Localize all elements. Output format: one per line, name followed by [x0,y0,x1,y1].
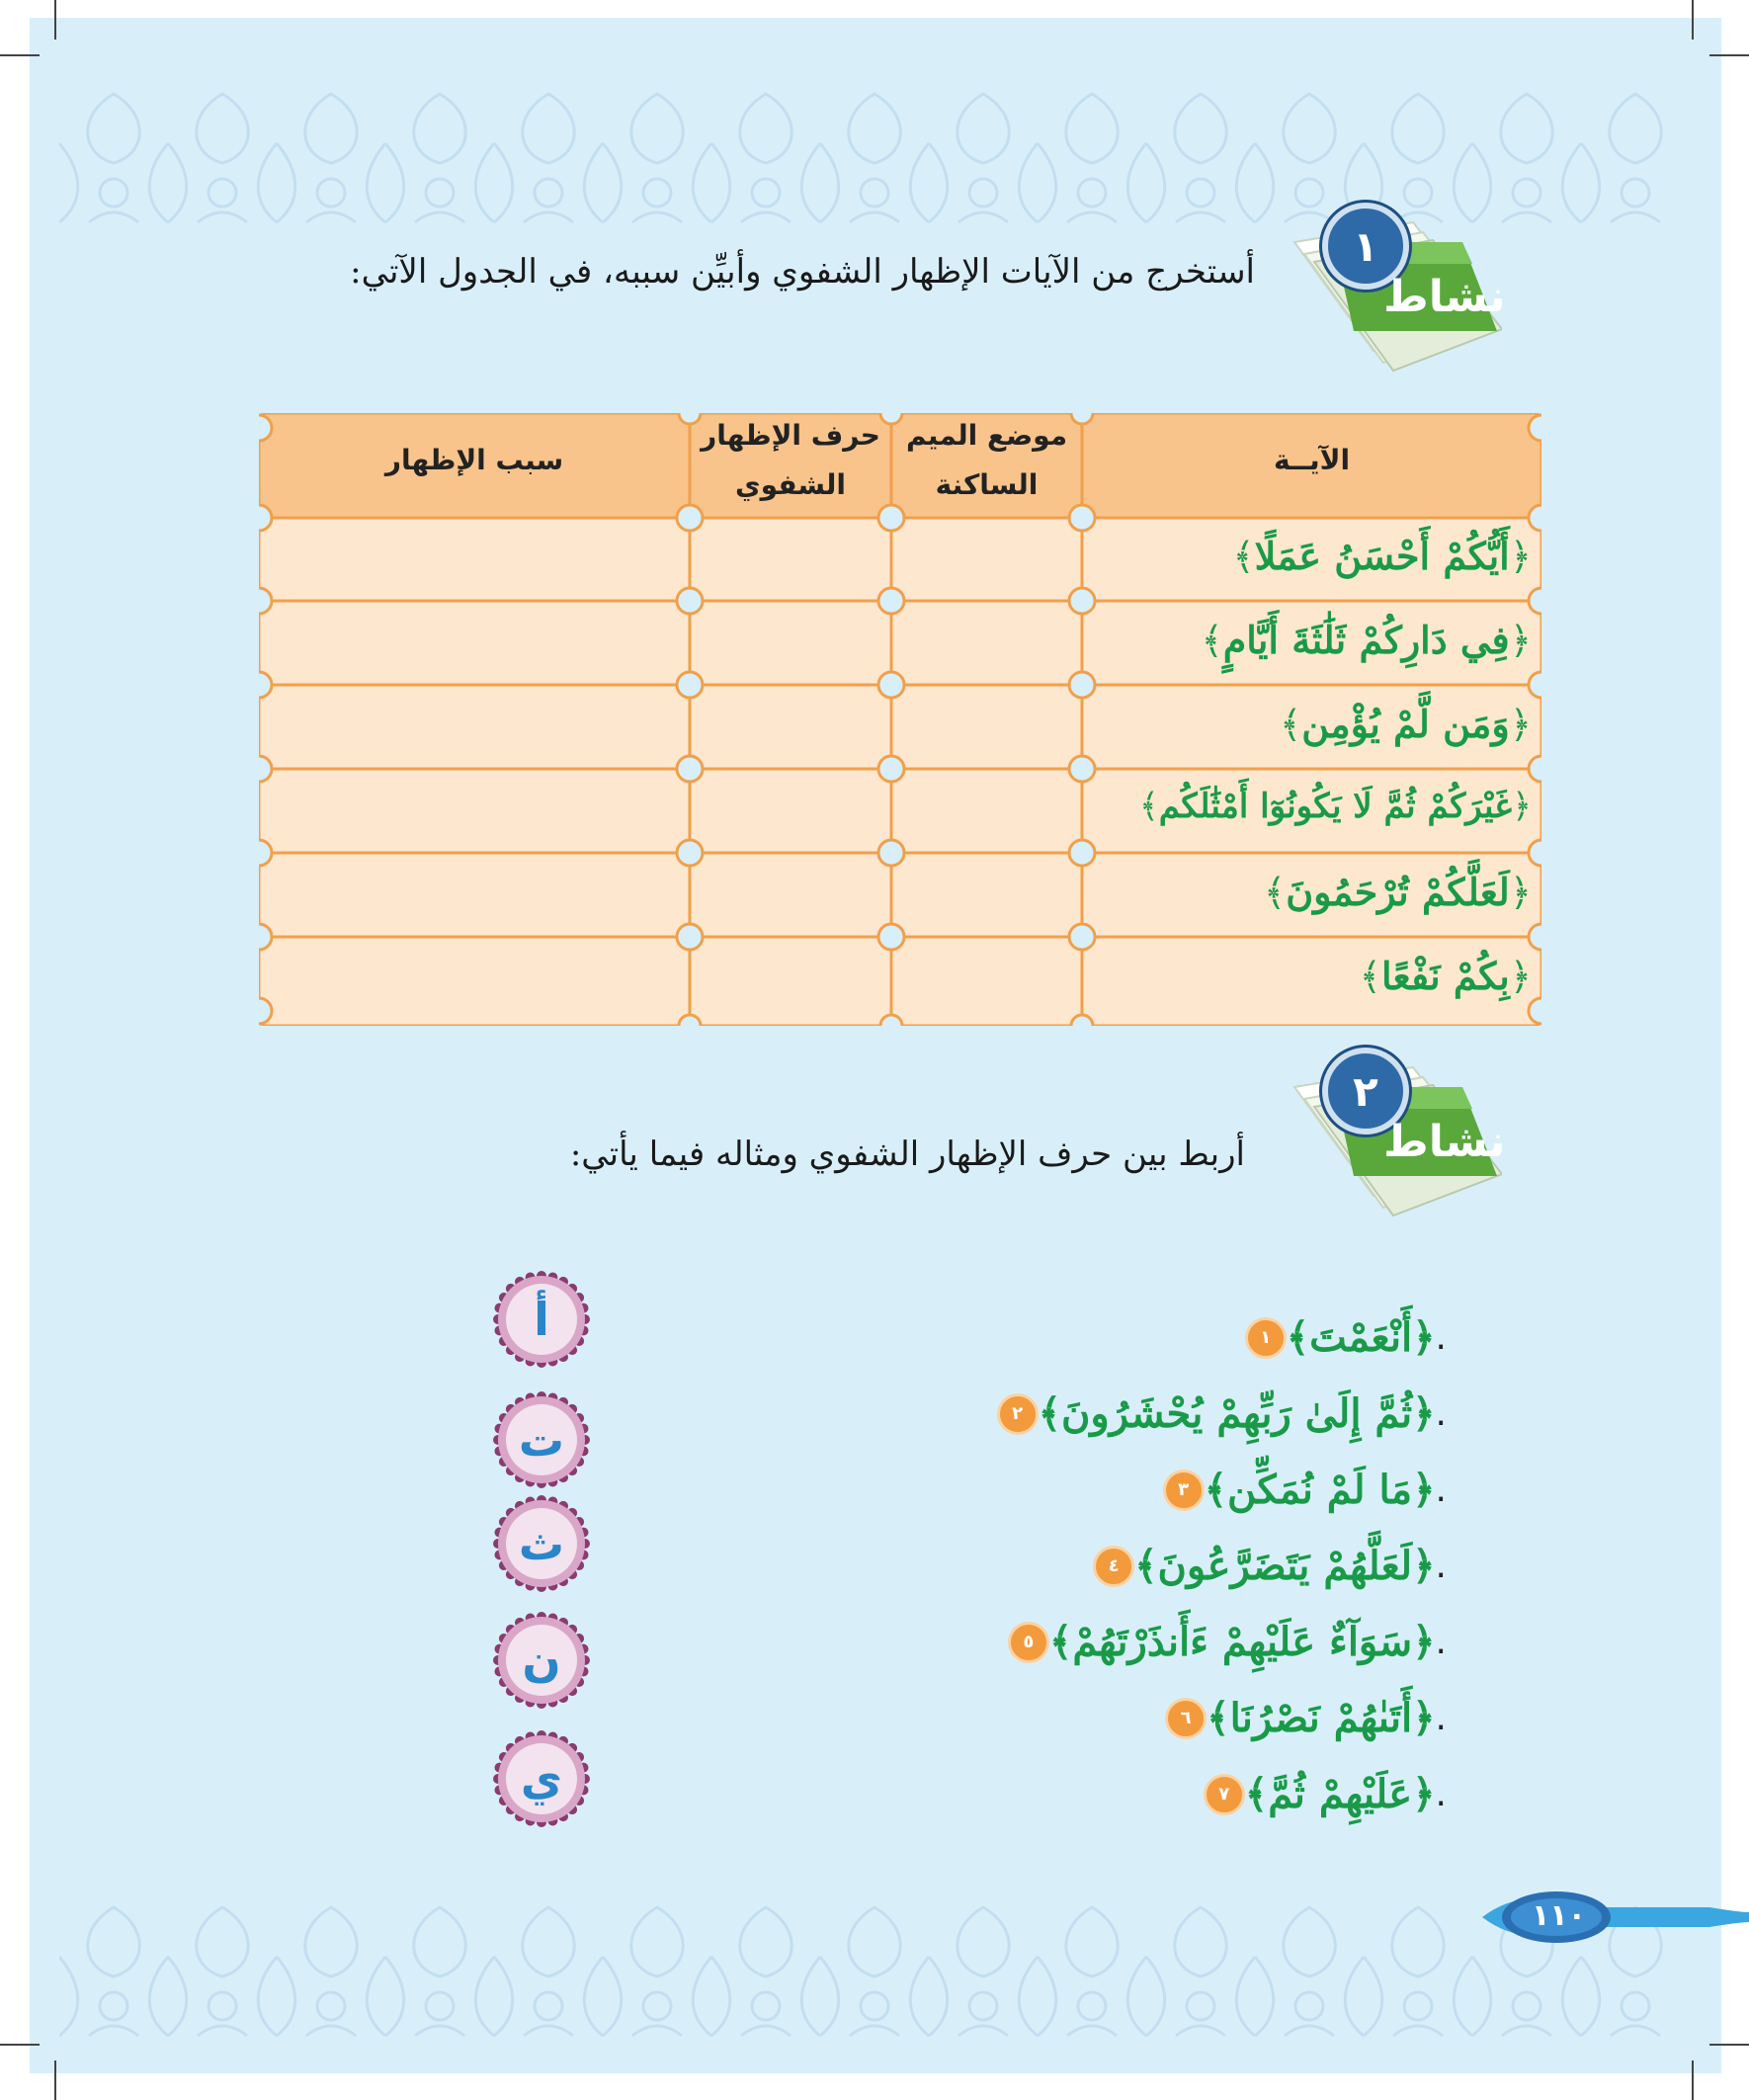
letter-char: ت [518,1413,565,1467]
header-reason: سبب الإظهار [384,444,564,476]
crop-mark [54,2060,56,2100]
open-bracket: ﴿ [1412,1771,1436,1817]
letter-badge[interactable] [492,1611,591,1710]
open-bracket: ﴿ [1412,1467,1436,1513]
table-row-verse: ﴿فِي دَارِكُمْ ثَلَٰثَةَ أَيَّامٍ﴾ [1201,618,1532,662]
verse-text: سَوَآءٌ عَلَيْهِمْ ءَأَنذَرْتَهُمْ [1072,1619,1413,1665]
header-meem-line1: موضع الميم [905,419,1068,452]
activity-label: نشاط [1383,1117,1506,1167]
list-end-dot: . [1435,1546,1447,1586]
crop-mark [1709,54,1749,56]
letter-badge[interactable] [492,1270,591,1369]
open-bracket: ﴿ [1412,1695,1436,1741]
list-number-badge: ٤ [1093,1546,1134,1587]
list-number-badge: ٧ [1204,1774,1245,1815]
activity-2-instruction: أربط بين حرف الإظهار الشفوي ومثاله فيما يأتي: [569,1134,1245,1174]
list-number-badge: ١ [1245,1317,1287,1359]
list-verse [1207,1695,1435,1741]
list-verse [1245,1771,1436,1817]
page-number-ribbon [1482,1878,1749,1947]
header-letter-line1: حرف الإظهار [701,419,880,452]
crop-mark [54,0,56,40]
activity-badge-2 [1275,1048,1506,1235]
list-end-dot: . [1435,1698,1447,1738]
activity-label: نشاط [1383,272,1506,322]
letter-badge[interactable] [492,1390,591,1489]
crop-mark [1709,2044,1749,2046]
close-bracket: ﴾ [1038,1390,1062,1437]
page-number: ١١٠ [1532,1898,1586,1933]
list-end-dot: . [1435,1393,1447,1434]
letter-char: ن [522,1634,561,1687]
list-item [1153,1467,1455,1513]
list-end-dot: . [1435,1774,1447,1814]
header-verse: الآيــة [1273,444,1351,476]
list-number-badge: ٥ [1008,1622,1049,1663]
activity-badge-1 [1275,203,1506,390]
activity-1-instruction: أستخرج من الآيات الإظهار الشفوي وأبيِّن سببه، في الجدول الآتي: [350,252,1255,292]
verse-text: أَنْعَمْتَ [1309,1314,1413,1361]
table-row-verse: ﴿غَيْرَكُمْ ثُمَّ لَا يَكُونُوٓا أَمْثَٰلَكُم﴾ [1138,787,1532,826]
close-bracket: ﴾ [1286,1314,1310,1361]
close-bracket: ﴾ [1244,1771,1269,1817]
letter-char: ي [520,1752,563,1806]
verse-text: لَعَلَّهُمْ يَتَضَرَّعُونَ [1157,1543,1413,1589]
table-row-verse: ﴿بِكُمْ نَفْعًا﴾ [1359,954,1532,998]
close-bracket: ﴾ [1207,1695,1230,1741]
list-verse [1287,1314,1436,1361]
open-bracket: ﴿ [1412,1543,1436,1589]
open-bracket: ﴿ [1412,1390,1436,1437]
crop-mark [0,2044,40,2046]
list-verse [1205,1467,1436,1513]
activity-number: ١ [1322,203,1409,290]
list-item [1235,1314,1455,1361]
close-bracket: ﴾ [1204,1467,1228,1513]
list-end-dot: . [1435,1470,1447,1510]
table-row-verse: ﴿لَعَلَّكُمْ تُرْحَمُونَ﴾ [1263,870,1532,914]
letter-char: أ [534,1293,549,1346]
list-end-dot: . [1435,1622,1447,1662]
letter-char: ث [518,1517,565,1570]
letter-badge[interactable] [492,1494,591,1593]
bottom-ornament-band [59,1897,1670,2046]
verse-text: مَا لَمْ نُمَكِّن [1227,1467,1413,1513]
header-meem-line2: الساكنة [935,468,1039,501]
list-number-badge: ٦ [1165,1698,1207,1739]
verse-text: عَلَيْهِمْ ثُمَّ [1268,1771,1413,1817]
list-item [1194,1771,1455,1817]
list-number-badge: ٣ [1163,1470,1205,1511]
verse-text: ثُمَّ إِلَىٰ رَبِّهِمْ يُحْشَرُونَ [1061,1390,1413,1437]
header-letter-line2: الشفوي [735,468,846,501]
list-number-badge: ٢ [997,1393,1039,1435]
open-bracket: ﴿ [1412,1314,1436,1361]
close-bracket: ﴾ [1134,1543,1158,1589]
list-item [1083,1543,1455,1589]
list-item [987,1390,1455,1437]
analysis-table [259,413,1541,1026]
list-end-dot: . [1435,1317,1447,1358]
table-row-verse: ﴿وَمَن لَّمْ يُؤْمِن﴾ [1280,702,1532,746]
table-row-verse: ﴿أَيُّكُمْ أَحْسَنُ عَمَلًا﴾ [1232,534,1532,578]
activity-number: ٢ [1322,1048,1409,1134]
letter-badge[interactable] [492,1729,591,1828]
close-bracket: ﴾ [1048,1619,1073,1665]
crop-mark [1692,0,1694,40]
crop-mark [0,54,40,56]
list-item [1155,1695,1455,1741]
open-bracket: ﴿ [1412,1619,1436,1665]
verse-text: أَتَىٰهُمْ نَصْرُنَا [1229,1695,1413,1741]
list-verse [1039,1390,1436,1437]
list-verse [1134,1543,1435,1589]
list-item [998,1619,1455,1665]
crop-mark [1692,2060,1694,2100]
list-verse [1049,1619,1436,1665]
